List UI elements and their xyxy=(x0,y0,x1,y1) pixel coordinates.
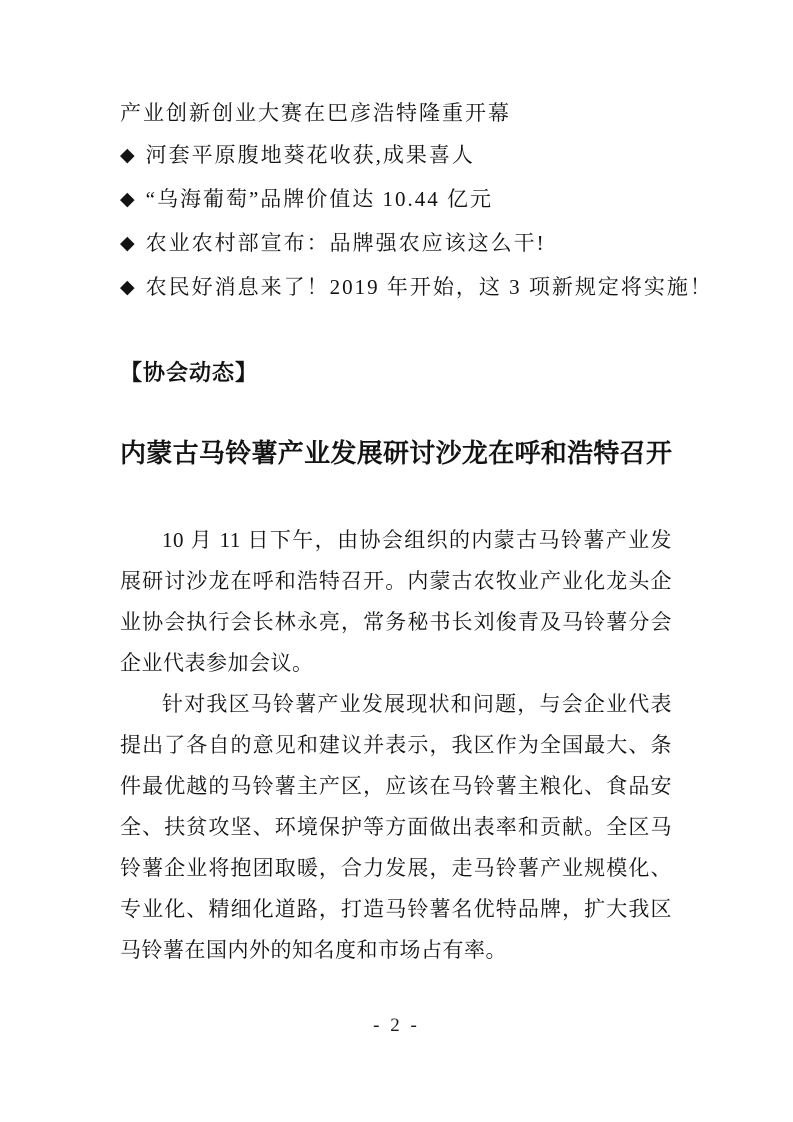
article-paragraph-2: 针对我区马铃薯产业发展现状和问题，与会企业代表提出了各自的意见和建议并表示，我区作为全国最大、条件最优越的马铃薯主产区，应该在马铃薯主粮化、食品安全、扶贫攻坚、环境保护等方面做出表率和贡献。全区马铃薯企业将抱团取暖，合力发展，走马铃薯产业规模化、专业化、精细化道路，打造马铃薯名优特品牌，扩大我区马铃薯在国内外的知名度和市场占有率。 xyxy=(120,692,672,962)
news-item-text: 农业农村部宣布：品牌强农应该这么干! xyxy=(145,231,546,255)
document-content xyxy=(120,92,713,971)
diamond-bullet-icon: ◆ xyxy=(120,277,135,298)
news-item-continuation: 产业创新创业大赛在巴彦浩特隆重开幕 xyxy=(120,101,511,125)
article-paragraph-1: 10 月 11 日下午，由协会组织的内蒙古马铃薯产业发展研讨沙龙在呼和浩特召开。内蒙古农牧业产业化龙头企业协会执行会长林永亮，常务秘书长刘俊青及马铃薯分会企业代表参加会议。 xyxy=(120,528,672,675)
news-item-text: “乌海葡萄”品牌价值达 10.44 亿元 xyxy=(145,187,494,211)
news-list-item xyxy=(120,134,672,178)
news-item-text: 河套平原腹地葵花收获,成果喜人 xyxy=(145,143,475,167)
news-list-item xyxy=(120,178,672,222)
diamond-bullet-icon: ◆ xyxy=(120,233,135,254)
diamond-bullet-icon: ◆ xyxy=(120,145,135,166)
news-list-item xyxy=(120,222,672,266)
news-item-text: 农民好消息来了！2019 年开始，这 3 项新规定将实施！ xyxy=(145,275,713,299)
page-number: - 2 - xyxy=(373,1015,420,1036)
section-header: 【协会动态】 xyxy=(120,360,259,385)
news-list-item xyxy=(120,266,713,310)
article-title: 内蒙古马铃薯产业发展研讨沙龙在呼和浩特召开 xyxy=(120,439,672,468)
diamond-bullet-icon: ◆ xyxy=(120,189,135,210)
